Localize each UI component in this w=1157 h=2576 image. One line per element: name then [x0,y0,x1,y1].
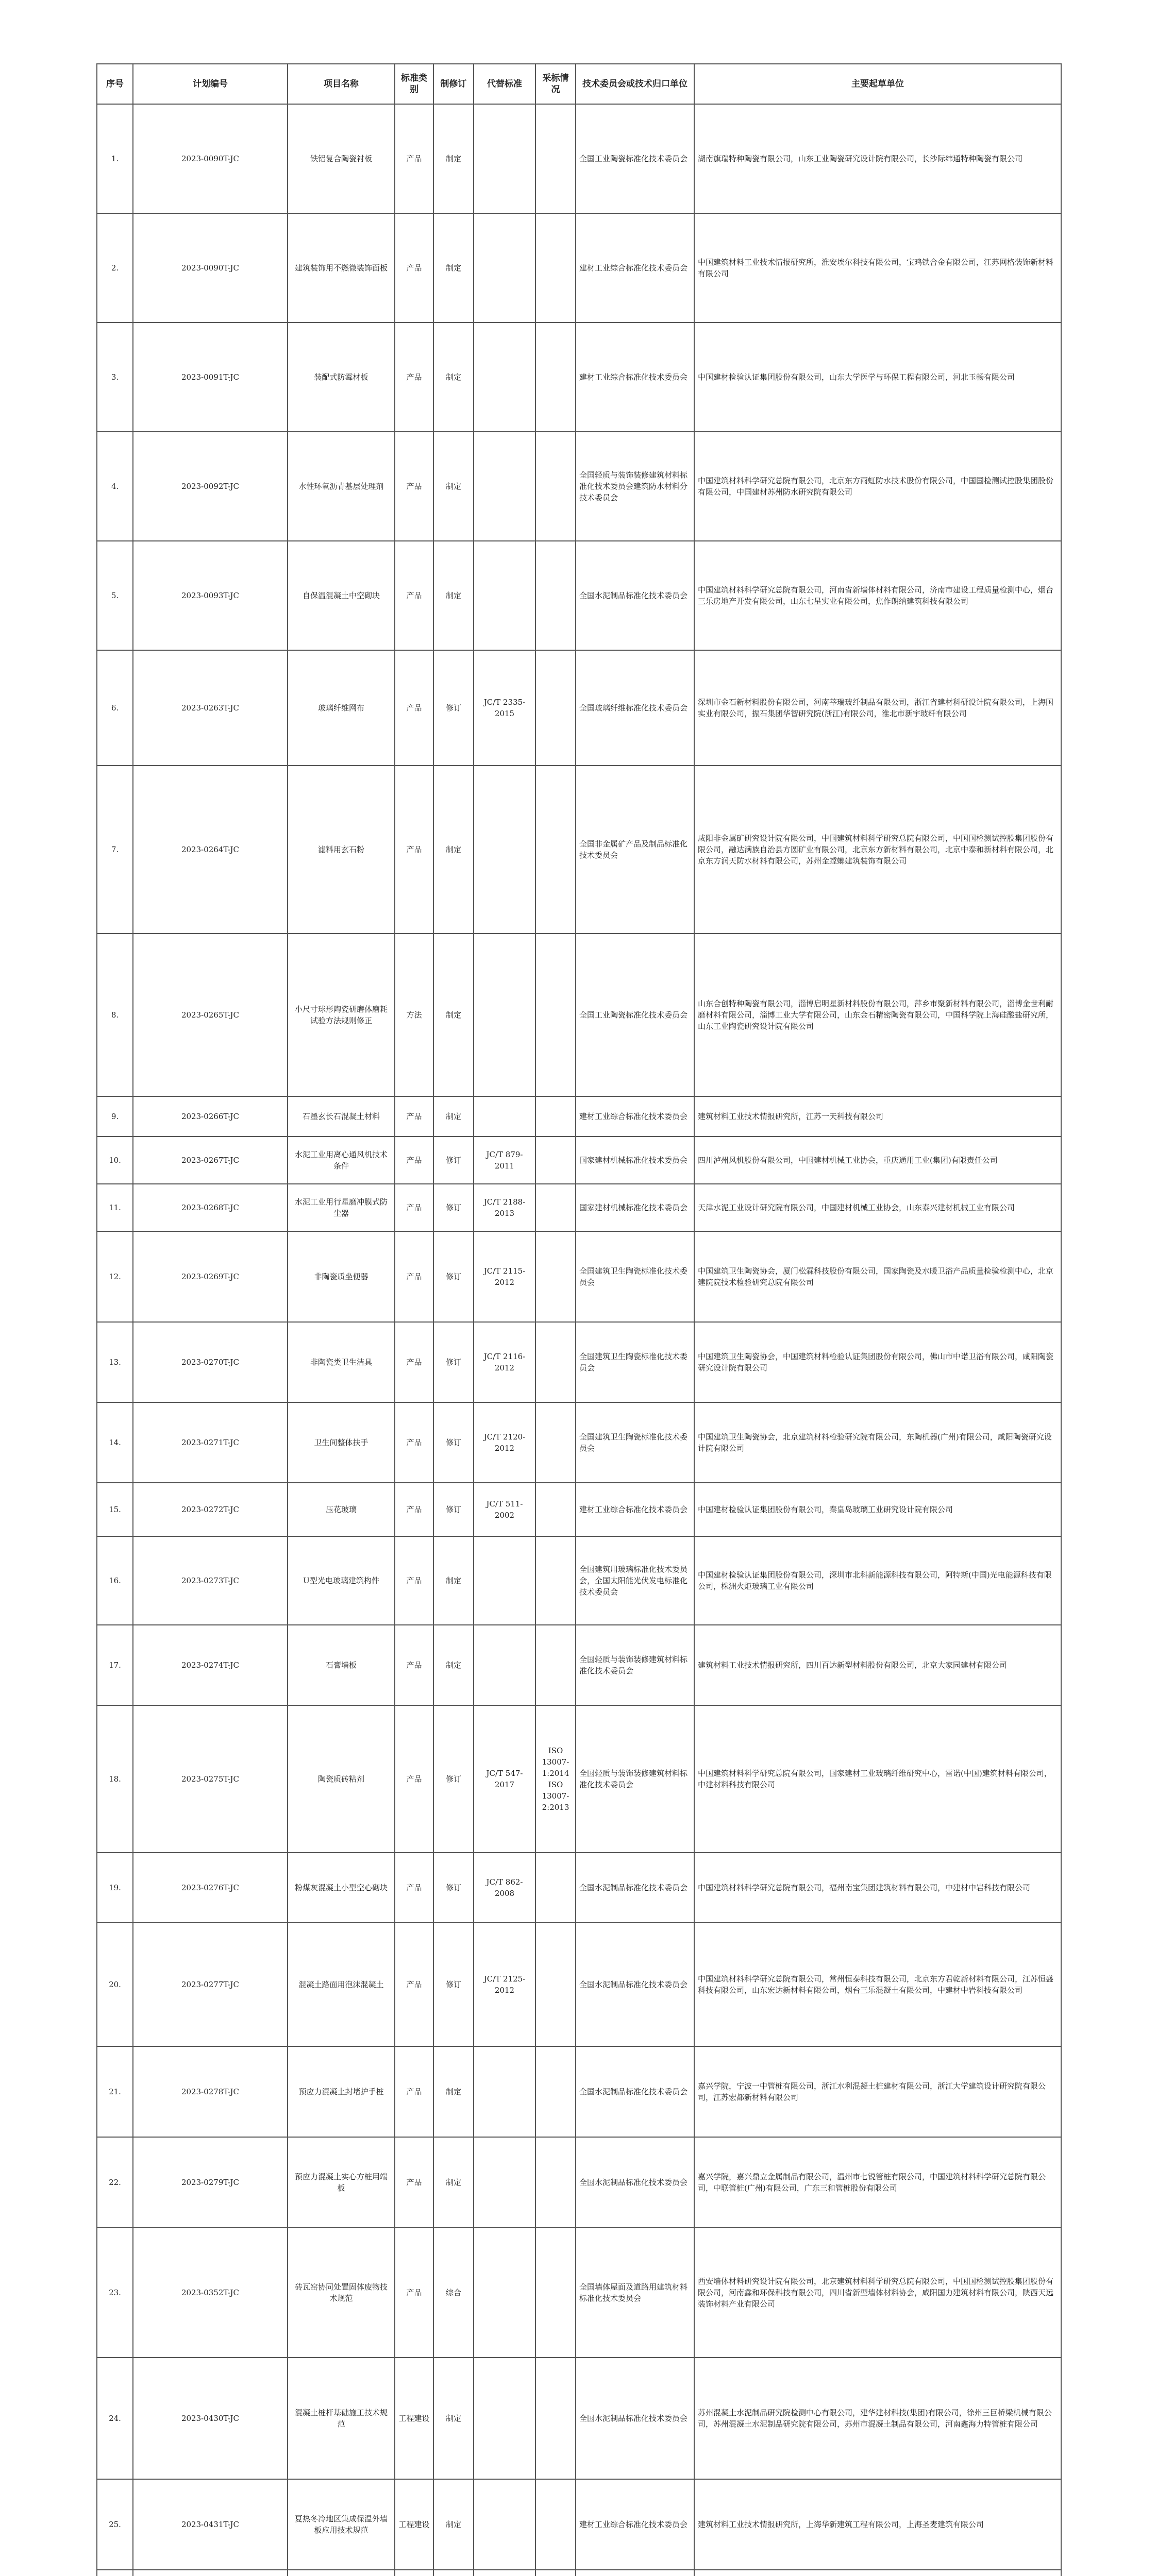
cell-project-name [288,2570,395,2576]
cell-drafting-units: 天津水泥工业设计研究院有限公司，中国建材机械工业协会，山东泰兴建材机械工业有限公司 [694,1184,1061,1231]
cell-adoption [535,2228,576,2358]
cell-revision-type: 制定 [433,2479,474,2570]
cell-seq: 25. [97,2479,133,2570]
cell-plan-number: 2023-0263T-JC [133,650,288,766]
cell-replaced-standard [474,1625,535,1705]
cell-seq: 19. [97,1853,133,1923]
cell-project-name: 非陶瓷类卫生洁具 [288,1322,395,1402]
cell-adoption [535,1483,576,1536]
cell-revision-type: 修订 [433,1231,474,1322]
cell-standard-category: 产品 [395,2228,433,2358]
table-row [97,2228,1061,2358]
table-row [97,213,1061,323]
cell-technical-committee: 建材工业综合标准化技术委员会 [576,323,694,432]
cell-revision-type: 修订 [433,1322,474,1402]
cell-standard-category: 产品 [395,1322,433,1402]
cell-technical-committee: 全国工业陶瓷标准化技术委员会 [576,934,694,1096]
cell-adoption [535,650,576,766]
standards-plan-table [96,63,1062,2576]
table-row [97,1096,1061,1137]
cell-technical-committee: 全国建筑卫生陶瓷标准化技术委员会 [576,1402,694,1483]
cell-plan-number: 2023-0275T-JC [133,1705,288,1853]
header-revision-type: 制修订 [433,64,474,104]
cell-replaced-standard [474,323,535,432]
cell-adoption [535,1853,576,1923]
table-row [97,1402,1061,1483]
cell-revision-type: 制定 [433,766,474,934]
cell-adoption [535,766,576,934]
cell-drafting-units: 建筑材料工业技术情报研究所，江苏一天科技有限公司 [694,1096,1061,1137]
cell-replaced-standard [474,934,535,1096]
cell-plan-number: 2023-0267T-JC [133,1137,288,1184]
cell-replaced-standard: JC/T 879-2011 [474,1137,535,1184]
cell-plan-number: 2023-0278T-JC [133,2046,288,2137]
cell-plan-number: 2023-0279T-JC [133,2137,288,2228]
cell-revision-type: 修订 [433,650,474,766]
cell-adoption [535,1402,576,1483]
table-row [97,1322,1061,1402]
cell-plan-number: 2023-0091T-JC [133,323,288,432]
table-row [97,1184,1061,1231]
cell-revision-type [433,2570,474,2576]
table-row [97,2137,1061,2228]
cell-project-name: 玻璃纤维网布 [288,650,395,766]
cell-drafting-units: 中国建筑材料科学研究总院有限公司，河南省新墙体材料有限公司，济南市建设工程质量检测中心，烟台三乐房地产开发有限公司，山东七星实业有限公司，焦作朗纳建筑科技有限公司 [694,541,1061,650]
table-row [97,1923,1061,2046]
cell-seq: 1. [97,104,133,213]
header-standard-category: 标准类别 [395,64,433,104]
cell-standard-category: 产品 [395,541,433,650]
cell-revision-type: 制定 [433,541,474,650]
cell-technical-committee: 全国建筑用玻璃标准化技术委员会，全国太阳能光伏发电标准化技术委员会 [576,1536,694,1625]
cell-replaced-standard [474,2228,535,2358]
table-row [97,323,1061,432]
header-technical-committee: 技术委员会或技术归口单位 [576,64,694,104]
cell-project-name: 水性环氧沥青基层处理剂 [288,432,395,541]
cell-project-name: 砖瓦窑协同处置固体废物技术规范 [288,2228,395,2358]
cell-plan-number: 2023-0274T-JC [133,1625,288,1705]
cell-plan-number: 2023-0265T-JC [133,934,288,1096]
cell-drafting-units [694,2570,1061,2576]
cell-adoption [535,1231,576,1322]
cell-project-name: 粉煤灰混凝土小型空心砌块 [288,1853,395,1923]
cell-drafting-units: 中国建筑卫生陶瓷协会，北京建筑材料检验研究院有限公司，东陶机器(广州)有限公司，咸阳陶瓷研究设计院有限公司 [694,1402,1061,1483]
cell-technical-committee [576,2570,694,2576]
cell-technical-committee: 全国水泥制品标准化技术委员会 [576,2358,694,2479]
cell-technical-committee: 全国建筑卫生陶瓷标准化技术委员会 [576,1231,694,1322]
cell-seq: 8. [97,934,133,1096]
cell-standard-category: 产品 [395,766,433,934]
cell-seq: 9. [97,1096,133,1137]
cell-adoption [535,2137,576,2228]
table-row [97,1705,1061,1853]
cell-replaced-standard: JC/T 547-2017 [474,1705,535,1853]
cell-project-name: 卫生间整体扶手 [288,1402,395,1483]
cell-technical-committee: 全国轻质与装饰装修建筑材料标准化技术委员会 [576,1625,694,1705]
header-seq: 序号 [97,64,133,104]
cell-technical-committee: 全国墙体屋面及道路用建筑材料标准化技术委员会 [576,2228,694,2358]
cell-technical-committee: 全国轻质与装饰装修建筑材料标准化技术委员会建筑防水材料分技术委员会 [576,432,694,541]
standards-plan-table-page [96,63,1061,2576]
cell-replaced-standard: JC/T 2125-2012 [474,1923,535,2046]
table-row [97,1483,1061,1536]
cell-replaced-standard: JC/T 2188-2013 [474,1184,535,1231]
cell-standard-category: 产品 [395,650,433,766]
cell-plan-number: 2023-0276T-JC [133,1853,288,1923]
cell-drafting-units: 嘉兴学院，宁波一中管桩有限公司，浙江水利混凝土桩建材有限公司，浙江大学建筑设计研究院有限公司，江苏宏都新材料有限公司 [694,2046,1061,2137]
cell-seq: 20. [97,1923,133,2046]
cell-revision-type: 制定 [433,2046,474,2137]
cell-seq: 24. [97,2358,133,2479]
cell-adoption [535,1096,576,1137]
cell-technical-committee: 建材工业综合标准化技术委员会 [576,2479,694,2570]
cell-revision-type: 修订 [433,1923,474,2046]
cell-revision-type: 制定 [433,1625,474,1705]
cell-standard-category: 工程建设 [395,2358,433,2479]
cell-revision-type: 修订 [433,1137,474,1184]
cell-replaced-standard [474,1536,535,1625]
cell-adoption: ISO 13007-1:2014 ISO 13007-2:2013 [535,1705,576,1853]
cell-seq: 22. [97,2137,133,2228]
cell-adoption [535,541,576,650]
cell-seq: 12. [97,1231,133,1322]
cell-replaced-standard: JC/T 862-2008 [474,1853,535,1923]
cell-drafting-units: 中国建材检验认证集团股份有限公司，秦皇岛玻璃工业研究设计院有限公司 [694,1483,1061,1536]
table-row [97,2046,1061,2137]
cell-seq: 17. [97,1625,133,1705]
cell-plan-number: 2023-0264T-JC [133,766,288,934]
cell-standard-category: 产品 [395,323,433,432]
cell-technical-committee: 全国工业陶瓷标准化技术委员会 [576,104,694,213]
table-row [97,1231,1061,1322]
cell-plan-number: 2023-0271T-JC [133,1402,288,1483]
header-replaced-standard: 代替标准 [474,64,535,104]
cell-seq: 7. [97,766,133,934]
cell-standard-category: 产品 [395,1096,433,1137]
table-row [97,2358,1061,2479]
cell-standard-category: 产品 [395,104,433,213]
cell-adoption [535,1184,576,1231]
cell-technical-committee: 全国建筑卫生陶瓷标准化技术委员会 [576,1322,694,1402]
cell-drafting-units: 嘉兴学院，嘉兴鼎立金属制品有限公司，温州市七锐管桩有限公司，中国建筑材料科学研究总院有限公司，中联管桩(广州)有限公司，广东三和管桩股份有限公司 [694,2137,1061,2228]
cell-project-name: 滤料用玄石粉 [288,766,395,934]
table-header-row [97,64,1061,104]
cell-adoption [535,1625,576,1705]
cell-seq: 23. [97,2228,133,2358]
cell-standard-category: 产品 [395,1483,433,1536]
cell-plan-number: 2023-0272T-JC [133,1483,288,1536]
cell-standard-category: 工程建设 [395,2479,433,2570]
cell-adoption [535,2358,576,2479]
cell-plan-number: 2023-0090T-JC [133,213,288,323]
header-plan-number: 计划编号 [133,64,288,104]
cell-standard-category: 产品 [395,2046,433,2137]
cell-drafting-units: 咸阳非金属矿研究设计院有限公司，中国建筑材料科学研究总院有限公司，中国国检测试控股集团股份有限公司，融达满族自治县方圆矿业有限公司，北京东方新材料有限公司，北京中泰和新材料有限公司，北京东方润天防水材料有限公司，苏州金螳螂建筑装饰有限公司 [694,766,1061,934]
cell-adoption [535,2570,576,2576]
cell-revision-type: 制定 [433,323,474,432]
cell-drafting-units: 建筑材料工业技术情报研究所，四川百达新型材料股份有限公司，北京大家园建材有限公司 [694,1625,1061,1705]
cell-standard-category: 产品 [395,2137,433,2228]
cell-technical-committee: 建材工业综合标准化技术委员会 [576,1483,694,1536]
cell-technical-committee: 国家建材机械标准化技术委员会 [576,1184,694,1231]
cell-technical-committee: 国家建材机械标准化技术委员会 [576,1137,694,1184]
cell-standard-category: 产品 [395,1184,433,1231]
cell-revision-type: 修订 [433,1853,474,1923]
cell-seq: 16. [97,1536,133,1625]
cell-adoption [535,323,576,432]
cell-plan-number: 2023-0352T-JC [133,2228,288,2358]
cell-seq: 11. [97,1184,133,1231]
cell-seq: 18. [97,1705,133,1853]
cell-replaced-standard [474,432,535,541]
cell-replaced-standard [474,2358,535,2479]
cell-drafting-units: 中国建筑材料科学研究总院有限公司，福州南宝集团建筑材料有限公司，中建材中岩科技有限公司 [694,1853,1061,1923]
cell-project-name: 石膏墙板 [288,1625,395,1705]
cell-seq: 5. [97,541,133,650]
cell-project-name: 混凝土桩杆基础施工技术规范 [288,2358,395,2479]
cell-replaced-standard [474,104,535,213]
cell-project-name: 混凝土路面用泡沫混凝土 [288,1923,395,2046]
cell-project-name: 铁铝复合陶瓷衬板 [288,104,395,213]
cell-replaced-standard: JC/T 2335-2015 [474,650,535,766]
cell-standard-category: 产品 [395,1536,433,1625]
cell-standard-category: 产品 [395,1402,433,1483]
cell-seq [97,2570,133,2576]
cell-project-name: 石墨玄长石混凝土材料 [288,1096,395,1137]
cell-plan-number: 2023-0431T-JC [133,2479,288,2570]
cell-replaced-standard: JC/T 2115-2012 [474,1231,535,1322]
cell-replaced-standard [474,2570,535,2576]
cell-replaced-standard: JC/T 2120-2012 [474,1402,535,1483]
cell-adoption [535,104,576,213]
cell-seq: 2. [97,213,133,323]
cell-drafting-units: 中国建筑卫生陶瓷协会，中国建筑材料检验认证集团股份有限公司，佛山市中诺卫浴有限公司，咸阳陶瓷研究设计院有限公司 [694,1322,1061,1402]
cell-standard-category: 产品 [395,213,433,323]
cell-seq: 15. [97,1483,133,1536]
cell-plan-number: 2023-0270T-JC [133,1322,288,1402]
table-row [97,432,1061,541]
cell-seq: 3. [97,323,133,432]
cell-technical-committee: 全国水泥制品标准化技术委员会 [576,1853,694,1923]
table-row [97,1137,1061,1184]
cell-standard-category: 方法 [395,934,433,1096]
cell-seq: 14. [97,1402,133,1483]
cell-revision-type: 制定 [433,104,474,213]
cell-technical-committee: 全国非金属矿产品及制品标准化技术委员会 [576,766,694,934]
cell-plan-number [133,2570,288,2576]
cell-project-name: 装配式防霉材板 [288,323,395,432]
cell-standard-category: 产品 [395,1923,433,2046]
cell-revision-type: 制定 [433,432,474,541]
header-drafting-units: 主要起草单位 [694,64,1061,104]
cell-drafting-units: 中国建筑材料科学研究总院有限公司，常州恒泰科技有限公司，北京东方君乾新材料有限公司，江苏恒盛科技有限公司，山东宏达新材料有限公司，烟台三乐混凝土有限公司，中建材中岩科技有限公司 [694,1923,1061,2046]
table-row [97,2570,1061,2576]
cell-adoption [535,1923,576,2046]
cell-revision-type: 制定 [433,934,474,1096]
cell-seq: 10. [97,1137,133,1184]
cell-standard-category: 产品 [395,1705,433,1853]
cell-drafting-units: 中国建材检验认证集团股份有限公司，深圳市北科新能源科技有限公司，阿特斯(中国)光电能源科技有限公司，株洲火炬玻璃工业有限公司 [694,1536,1061,1625]
cell-plan-number: 2023-0268T-JC [133,1184,288,1231]
cell-standard-category: 产品 [395,1853,433,1923]
cell-project-name: 陶瓷质砖粘剂 [288,1705,395,1853]
cell-revision-type: 制定 [433,2137,474,2228]
cell-drafting-units: 中国建筑卫生陶瓷协会，厦门松霖科技股份有限公司，国家陶瓷及水暖卫浴产品质量检验检测中心，北京建院院技术检验研究总院有限公司 [694,1231,1061,1322]
cell-project-name: 自保温混凝土中空砌块 [288,541,395,650]
cell-drafting-units: 中国建筑材料科学研究总院有限公司，国家建材工业玻璃纤维研究中心，雷诺(中国)建筑材料有限公司，中建材料科技有限公司 [694,1705,1061,1853]
table-body [97,104,1061,2576]
cell-plan-number: 2023-0092T-JC [133,432,288,541]
cell-drafting-units: 中国建材检验认证集团股份有限公司，山东大学医学与环保工程有限公司，河北玉畅有限公司 [694,323,1061,432]
table-row [97,1536,1061,1625]
cell-revision-type: 制定 [433,1096,474,1137]
cell-project-name: 压花玻璃 [288,1483,395,1536]
cell-project-name: 非陶瓷质坐便器 [288,1231,395,1322]
cell-drafting-units: 中国建筑材料科学研究总院有限公司，北京东方雨虹防水技术股份有限公司，中国国检测试控股集团股份有限公司，中国建材苏州防水研究院有限公司 [694,432,1061,541]
cell-drafting-units: 四川泸州风机股份有限公司，中国建材机械工业协会，重庆通用工业(集团)有限责任公司 [694,1137,1061,1184]
table-row [97,2479,1061,2570]
cell-technical-committee: 全国水泥制品标准化技术委员会 [576,1923,694,2046]
cell-project-name: 水泥工业用行星磨冲膜式防尘器 [288,1184,395,1231]
cell-replaced-standard: JC/T 2116-2012 [474,1322,535,1402]
cell-drafting-units: 中国建筑材料工业技术情报研究所，淮安埃尔科技有限公司，宝鸡铁合金有限公司，江苏网格装饰新材料有限公司 [694,213,1061,323]
cell-replaced-standard [474,213,535,323]
cell-revision-type: 修订 [433,1705,474,1853]
cell-standard-category: 产品 [395,1137,433,1184]
cell-plan-number: 2023-0273T-JC [133,1536,288,1625]
cell-plan-number: 2023-0093T-JC [133,541,288,650]
cell-replaced-standard [474,2137,535,2228]
cell-plan-number: 2023-0277T-JC [133,1923,288,2046]
table-row [97,1853,1061,1923]
cell-project-name: U型光电玻璃建筑构件 [288,1536,395,1625]
cell-drafting-units: 建筑材料工业技术情报研究所，上海华新建筑工程有限公司，上海圣麦建筑有限公司 [694,2479,1061,2570]
cell-seq: 4. [97,432,133,541]
header-adoption: 采标情况 [535,64,576,104]
cell-adoption [535,934,576,1096]
cell-revision-type: 综合 [433,2228,474,2358]
cell-seq: 21. [97,2046,133,2137]
cell-adoption [535,432,576,541]
cell-replaced-standard [474,2479,535,2570]
table-row [97,104,1061,213]
cell-technical-committee: 全国水泥制品标准化技术委员会 [576,541,694,650]
cell-revision-type: 修订 [433,1483,474,1536]
cell-adoption [535,1536,576,1625]
cell-revision-type: 修订 [433,1402,474,1483]
cell-standard-category: 产品 [395,1231,433,1322]
cell-project-name: 建筑装饰用不燃微装饰面板 [288,213,395,323]
cell-revision-type: 制定 [433,213,474,323]
cell-project-name: 夏热冬冷地区集成保温外墙板应用技术规范 [288,2479,395,2570]
cell-revision-type: 修订 [433,1184,474,1231]
cell-technical-committee: 全国水泥制品标准化技术委员会 [576,2046,694,2137]
cell-adoption [535,1137,576,1184]
cell-adoption [535,213,576,323]
cell-standard-category: 产品 [395,432,433,541]
cell-plan-number: 2023-0269T-JC [133,1231,288,1322]
cell-technical-committee: 建材工业综合标准化技术委员会 [576,1096,694,1137]
cell-standard-category: 产品 [395,1625,433,1705]
header-project-name: 项目名称 [288,64,395,104]
cell-adoption [535,2479,576,2570]
cell-revision-type: 制定 [433,1536,474,1625]
cell-standard-category [395,2570,433,2576]
cell-project-name: 预应力混凝土封堵护手桩 [288,2046,395,2137]
cell-replaced-standard [474,541,535,650]
table-row [97,766,1061,934]
cell-revision-type: 制定 [433,2358,474,2479]
cell-replaced-standard [474,766,535,934]
cell-seq: 6. [97,650,133,766]
cell-project-name: 水泥工业用离心通风机技术条件 [288,1137,395,1184]
table-row [97,650,1061,766]
cell-plan-number: 2023-0090T-JC [133,104,288,213]
cell-replaced-standard [474,2046,535,2137]
cell-seq: 13. [97,1322,133,1402]
cell-replaced-standard: JC/T 511-2002 [474,1483,535,1536]
cell-plan-number: 2023-0430T-JC [133,2358,288,2479]
cell-drafting-units: 山东合创特种陶瓷有限公司，淄博启明星新材料股份有限公司，萍乡市聚新材料有限公司，淄博金世利耐磨材料有限公司，淄博工业大学有限公司，山东金石精密陶瓷有限公司，中国科学院上海硅酸盐研究所，山东工业陶瓷研究设计院有限公司 [694,934,1061,1096]
table-row [97,934,1061,1096]
cell-replaced-standard [474,1096,535,1137]
cell-technical-committee: 全国玻璃纤维标准化技术委员会 [576,650,694,766]
cell-drafting-units: 湖南旗瑞特种陶瓷有限公司，山东工业陶瓷研究设计院有限公司，长沙际纬通特种陶瓷有限公司 [694,104,1061,213]
cell-project-name: 小尺寸球形陶瓷研磨体磨耗试验方法规则修正 [288,934,395,1096]
cell-technical-committee: 全国水泥制品标准化技术委员会 [576,2137,694,2228]
cell-drafting-units: 西安墙体材料研究设计院有限公司，北京建筑材料科学研究总院有限公司，中国国检测试控股集团股份有限公司，河南鑫和环保科技有限公司，四川省新型墙体材料协会，咸阳国力建筑材料有限公司，陕西天远装饰材料产业有限公司 [694,2228,1061,2358]
table-row [97,541,1061,650]
cell-drafting-units: 深圳市金石新材料股份有限公司，河南莘瑞玻纤制品有限公司，浙江省建材科研设计院有限公司，上海国实业有限公司，振石集团华智研究院(浙江)有限公司，淮北市新宇玻纤有限公司 [694,650,1061,766]
table-row [97,1625,1061,1705]
cell-adoption [535,1322,576,1402]
cell-technical-committee: 全国轻质与装饰装修建筑材料标准化技术委员会 [576,1705,694,1853]
cell-technical-committee: 建材工业综合标准化技术委员会 [576,213,694,323]
cell-drafting-units: 苏州混凝土水泥制品研究院检测中心有限公司，建华建材科技(集团)有限公司，徐州三巨桥梁机械有限公司，苏州混凝土水泥制品研究院有限公司，苏州市混凝土制品有限公司，河南鑫海力特管桩有限公司 [694,2358,1061,2479]
cell-plan-number: 2023-0266T-JC [133,1096,288,1137]
cell-adoption [535,2046,576,2137]
cell-project-name: 预应力混凝土实心方桩用端板 [288,2137,395,2228]
